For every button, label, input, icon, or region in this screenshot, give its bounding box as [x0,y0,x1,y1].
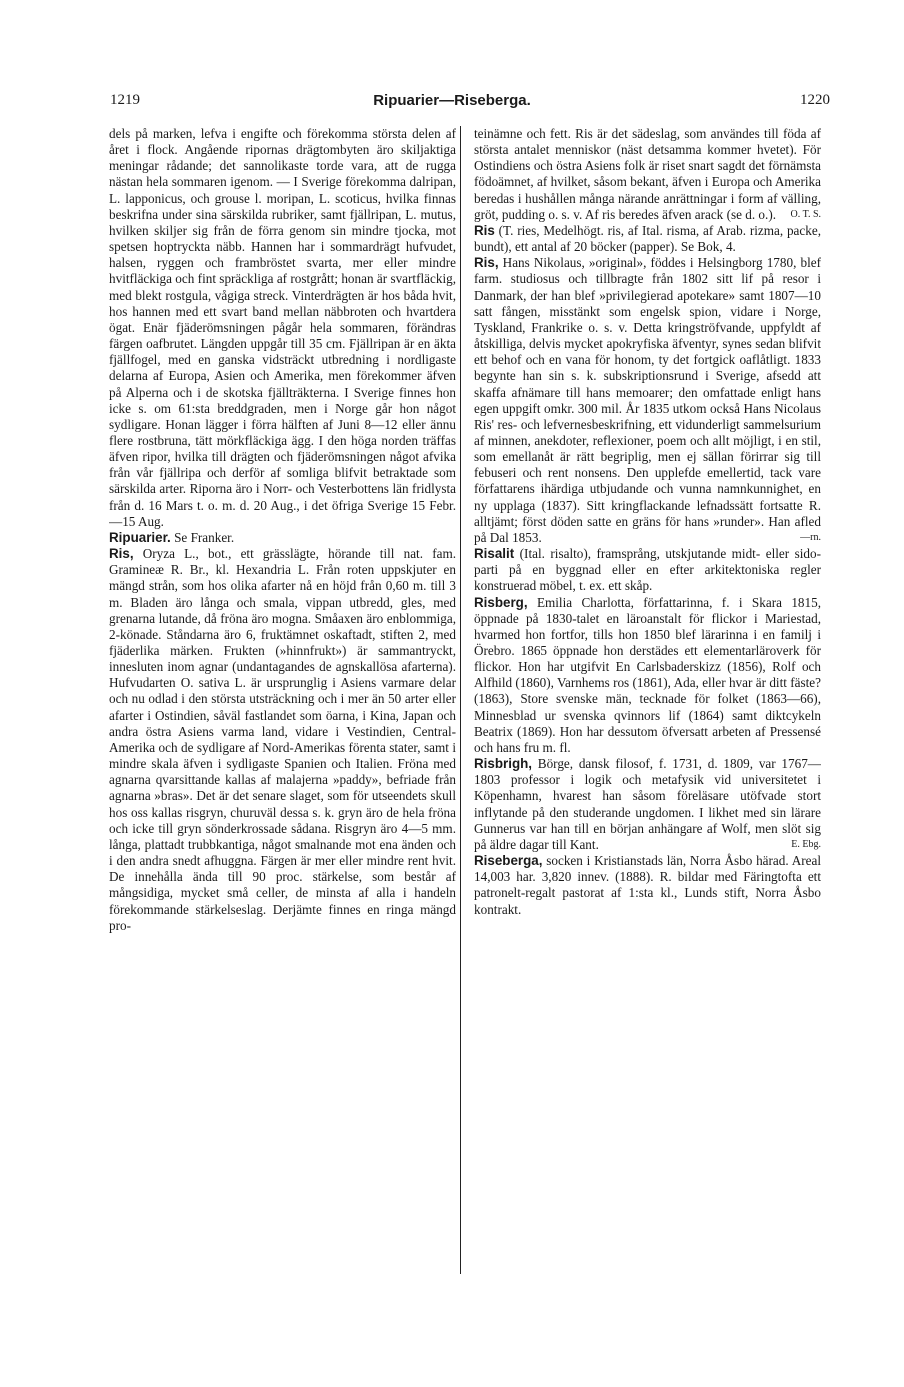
author-signature: E. Ebg. [791,838,821,850]
ris-continuation [474,126,821,223]
headword: Ripuarier. [109,529,171,545]
right-page-number: 1220 [800,92,830,108]
left-column [109,126,456,934]
entry-ripuarier [109,530,456,546]
entry-text: Hans Nikolaus, »original», föddes i Helsingborg 1780, blef farm. studiosus och tillbragte från 1802 sitt lif på resor i Danmark, der han blef »privilegierad apotekare» samt 1807—10 satt fången, misstänkt som engelsk spion, vidare i Norge, Tyskland, Frankrike o. s. v. Detta kringströfvande, uppfyldt af åtskilliga, delvis mycket apokryfiska äfventyr, synes sedan blifvit ett behof och en vana för honom, ty det fortgick oaflåtligt. 1833 begynte han sin s. k. subskriptionsrund i Sverige, afsedd att skaffa afnämare till hans memoarer; den omfattade enligt hans egen uppgift omkr. 300 mil. År 1835 utkom också Hans Nicolaus Ris' res- och lefvernesbeskrifning, ett vidunderligt sammelsurium af minnen, anekdoter, reflexioner, poem och allt möjligt, i en stil, som emellanåt är rätt begriplig, men ej sällan förirrar sig till febuseri och rent nonsens. Den upplefde emellertid, tack vare författarens ihärdiga utbjudande och vunna namnkunnighet, en ny upplaga (1837). Sitt kringflackande lefnadssätt fortsatte R. alltjämt; först döden satte en gräns för hans »runder». Han afled på Dal 1853. [474,255,821,545]
headword: Risberg, [474,594,528,610]
headword: Risalit [474,546,515,562]
headword: Risbrigh, [474,756,533,772]
running-head: Ripuarier—Riseberga. [373,92,531,109]
entry-text: Emilia Charlotta, författarinna, f. i Skara 1815, öppnade på 1830-talet en läroanstalt för flickor i Mariestad, hvarmed hon fortfor, tills hon 1850 blef lärarinna i en familj i Örebro. 1865 öppnade hon derstädes ett elementarläroverk för flickor. Hon har utgifvit En Carlsbaderskizz (1856), Rolf och Alfhild (1860), Varnhems ros (1861), Ada, eller hvar är ditt fäste? (1863), Store svenske män, tecknade för folket (1863—66), Minnesblad ur svenska qvinnors lif (1864) samt diktcykeln Beatrix (1869). Hon har dessutom öfversatt arbeten af Pressensé och hans fru m. fl. [474,594,821,755]
entry-risbrigh [474,756,821,853]
entry-text: (Ital. risalto), framsprång, utskjutande midt- eller sido-parti på en byggnad eller en efter arkitektoniska regler konstruerad möbel, t. ex. ett skåp. [474,546,821,594]
entry-ris-oryza [109,546,456,934]
entry-text: (T. ries, Medelhögt. ris, af Ital. risma, af Arab. rizma, packe, bundt), ett antal af 20 böcker (papper). Se Bok, 4. [474,222,821,255]
headword: Riseberga, [474,853,543,869]
left-page-number: 1219 [110,92,140,108]
right-column [474,126,821,918]
headword: Ris [474,222,495,238]
headword: Ris, [109,546,134,562]
author-signature: O. T. S. [790,208,821,220]
entry-text: Oryza L., bot., ett grässlägte, hörande till nat. fam. Gramineæ R. Br., kl. Hexandria L. Från roten uppskjuter en mängd strån, som hos olika afarter nå en höjd från 0,60 m. till 3 m. Bladen äro långa och smala, vippan utbredd, gles, med grenarna lutande, då fröna äro mogna. Småaxen äro enblommiga, 2-könade. Ståndarna äro 6, fruktämnet oskaftadt, stiften 2, med fjäderlika märken. Frukten (»hinnfrukt») är sammantryckt, innesluten inom agnar (undantagandes de agnskallösa afarterna). Hufvudarten O. sativa L. är ursprunglig i Asiens varmare delar och nu odlad i den största utsträckning och i mer än 50 arter eller afarter i Ostindien, såväl fastlandet som öarna, i Kina, Japan och andra östra Asiens varma land, vidare i Vestindien, Central-Amerika och de sydligare af Nord-Amerikas förenta stater, samt i mindre skala äfven i sydligaste Spanien och Italien. Fröna med agnarna qvarsittande kallas af malajerna »paddy», befriade från agnarna »bras». Det är det senare slaget, som för utseendets skull hos oss kallas risgryn, churuväl dessa s. k. gryn äro de hela fröna och icke till gryn sönderkrossade sådana. Risgryn äro 4—5 mm. långa, plattadt trubbkantiga, något smalnande mot ena änden och i den andra snedt afhuggna. Färgen är mer eller mindre rent hvit. De innehålla ända till 90 proc. stärkelse, som består af mångsidiga, mycket små celler, de minsta af alla i handeln förekommande stärkelseslag. Derjämte finnes en ringa mängd pro- [109,546,456,933]
entry-ris-hans [474,255,821,546]
entry-risberg [474,595,821,757]
entry-risalit [474,546,821,594]
entry-text: teinämne och fett. Ris är det sädeslag, som användes till föda af största antalet menniskor (näst detsamma kommer hvetet). För Ostindiens och östra Asiens folk är riset snart sagdt det förnämsta födoämnet, af hvilket, såsom bekant, äfven i Europa och Amerika beredas i hushållen många närande anrättningar i form af välling, gröt, pudding o. s. v. Af ris beredes äfven arack (se d. o.). [474,126,821,222]
ripa-continuation: dels på marken, lefva i engifte och förekomma största delen af året i flock. Angående ripornas drägtombyten äro skiljaktiga meningar rådande; det sannolikaste torde vara, att de rugga nästan hela sommaren igenom. — I Sverige förekomma dalripan, L. lapponicus, och grouse l. moripan, L. scoticus, hvilka finnas beskrifna under sina särskilda rubriker, samt fjällripan, L. mutus, hvilken skiljer sig från de förra genom sin mindre tjocka, mot spetsen hoptryckta näbb. Hannen har i sommardrägt hufvudet, halsen, ryggen och frambröstet svarta, mer eller mindre hvitfläckiga och fint spräckliga af rostgrått; honan är svartfläckig, med blekt rostgula, vågiga streck. Vinterdrägten är hos båda hvit, hos hannen med ett svart band mellan näbbroten och hvartdera ögat. Enär fjäderömsningen pågår hela sommaren, förändras färgen oafbrutet. Längden uppgår till 35 cm. Fjällripan är en äkta fjällfogel, med en ganska vidsträckt utbredning i nordligaste delarna af Europa, Asien och Amerika, men förekommer äfven på Alperna och i de skotska fjällträkterna. I Sverige finnes hon icke s. om 61:sta breddgraden, men i Norge går hon något sydligare. Honan lägger i förra hälften af Juni 8—12 eller ännu flere rostbruna, tätt mörkfläckiga ägg. I den höga norden träffas äfven ripor, hvilka till drägten och fjäderömsningen något afvika från vår fjällripa och derför af somliga blifvit betraktade som särskilda arter. Riporna äro i Norr- och Vesterbottens län fridlysta från d. 16 Mars t. o. m. d. 20 Aug., i det öfriga Sverige 15 Febr.—15 Aug. [109,126,456,529]
author-signature: —rn. [800,531,821,543]
entry-text: Börge, dansk filosof, f. 1731, d. 1809, var 1767—1803 professor i logik och metafysik vid universitetet i Köpenhamn, hvarest han såsom föreläsare utöfvade stort inflytande på den studerande ungdomen. I likhet med sin lärare Gunnerus var han till en början anhängare af Wolf, men slöt sig på äldre dagar till Kant. [474,756,821,852]
entry-text: socken i Kristianstads län, Norra Åsbo härad. Areal 14,003 har. 3,820 innev. (1888). R. bildar med Färingtofta ett patronelt-regalt pastorat af 1:sta kl., Lunds stift, Norra Åsbo kontrakt. [474,853,821,917]
headword: Ris, [474,255,499,271]
column-rule [460,126,461,1274]
entry-ris-paper [474,223,821,255]
entry-text: Se Franker. [170,529,235,545]
entry-riseberga [474,853,821,918]
